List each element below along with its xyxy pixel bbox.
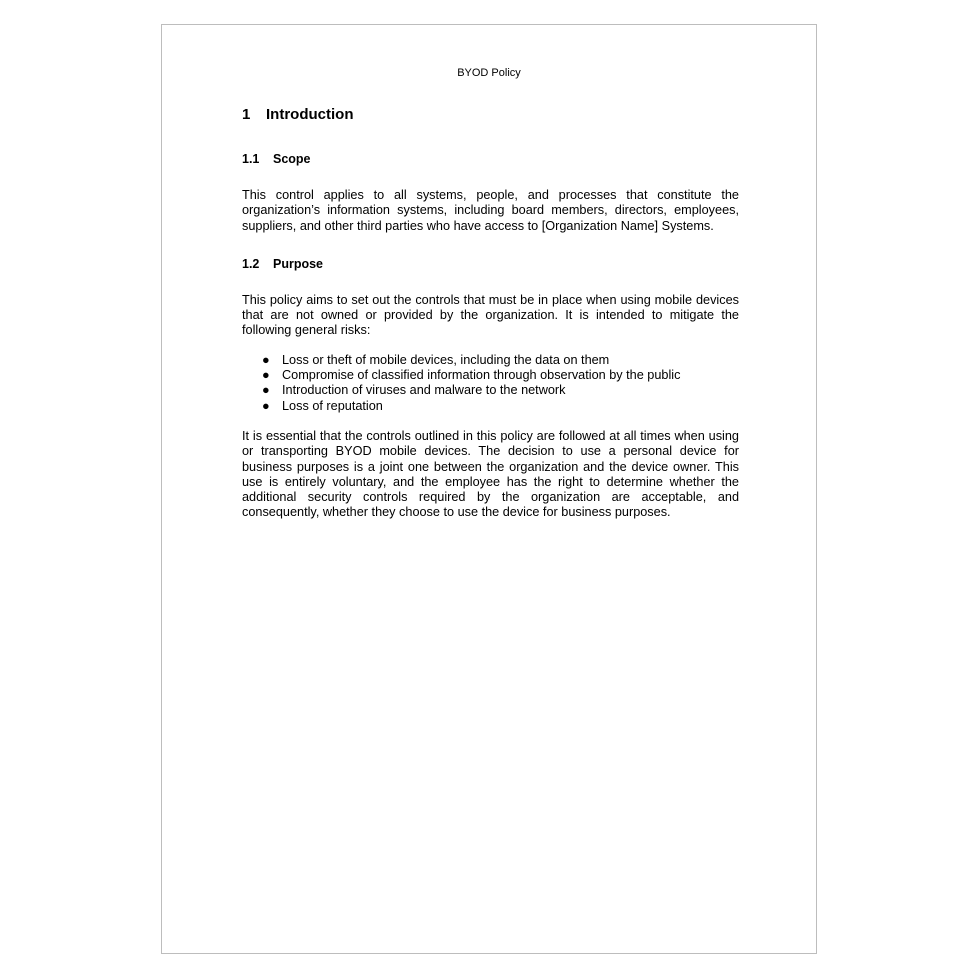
section-heading bbox=[242, 105, 739, 125]
risk-text: Compromise of classified information through observation by the public bbox=[282, 368, 681, 383]
closing-paragraph: It is essential that the controls outlined in this policy are followed at all times when using or transporting BYOD mobile devices. The decision to use a personal device for business purposes is a joint one between the organization and the device owner. This use is entirely voluntary, and the employee has the right to determine whether the additional security controls required by the organization are acceptable, and consequently, whether they choose to use the device for business purposes. bbox=[242, 428, 739, 520]
list-item bbox=[242, 399, 739, 414]
risk-text: Loss of reputation bbox=[282, 398, 383, 413]
scope-number: 1.1 bbox=[242, 152, 260, 166]
risk-text: Introduction of viruses and malware to the network bbox=[282, 383, 566, 398]
purpose-intro-paragraph: This policy aims to set out the controls that must be in place when using mobile devices that are not owned or provided by the organization. It is intended to mitigate the following general risks: bbox=[242, 292, 739, 338]
list-item bbox=[242, 383, 739, 398]
page-content bbox=[242, 105, 739, 521]
scope-heading bbox=[242, 151, 739, 167]
section-number: 1 bbox=[242, 106, 251, 123]
running-header: BYOD Policy bbox=[457, 67, 521, 79]
document-page bbox=[161, 24, 817, 954]
bullet-icon: ● bbox=[262, 368, 270, 383]
purpose-number: 1.2 bbox=[242, 256, 260, 271]
bullet-icon: ● bbox=[262, 352, 270, 367]
scope-title: Scope bbox=[273, 152, 311, 166]
section-title: Introduction bbox=[266, 106, 354, 123]
list-item bbox=[242, 353, 739, 368]
purpose-heading bbox=[242, 256, 739, 272]
list-item bbox=[242, 368, 739, 383]
risk-list bbox=[242, 353, 739, 414]
risk-text: Loss or theft of mobile devices, including the data on them bbox=[282, 352, 610, 367]
bullet-icon: ● bbox=[262, 398, 270, 413]
scope-paragraph: This control applies to all systems, people, and processes that constitute the organization’s information systems, including board members, directors, employees, suppliers, and other third parties who have access to [Organization Name] Systems. bbox=[242, 188, 739, 233]
bullet-icon: ● bbox=[262, 383, 270, 398]
purpose-title: Purpose bbox=[273, 256, 324, 271]
